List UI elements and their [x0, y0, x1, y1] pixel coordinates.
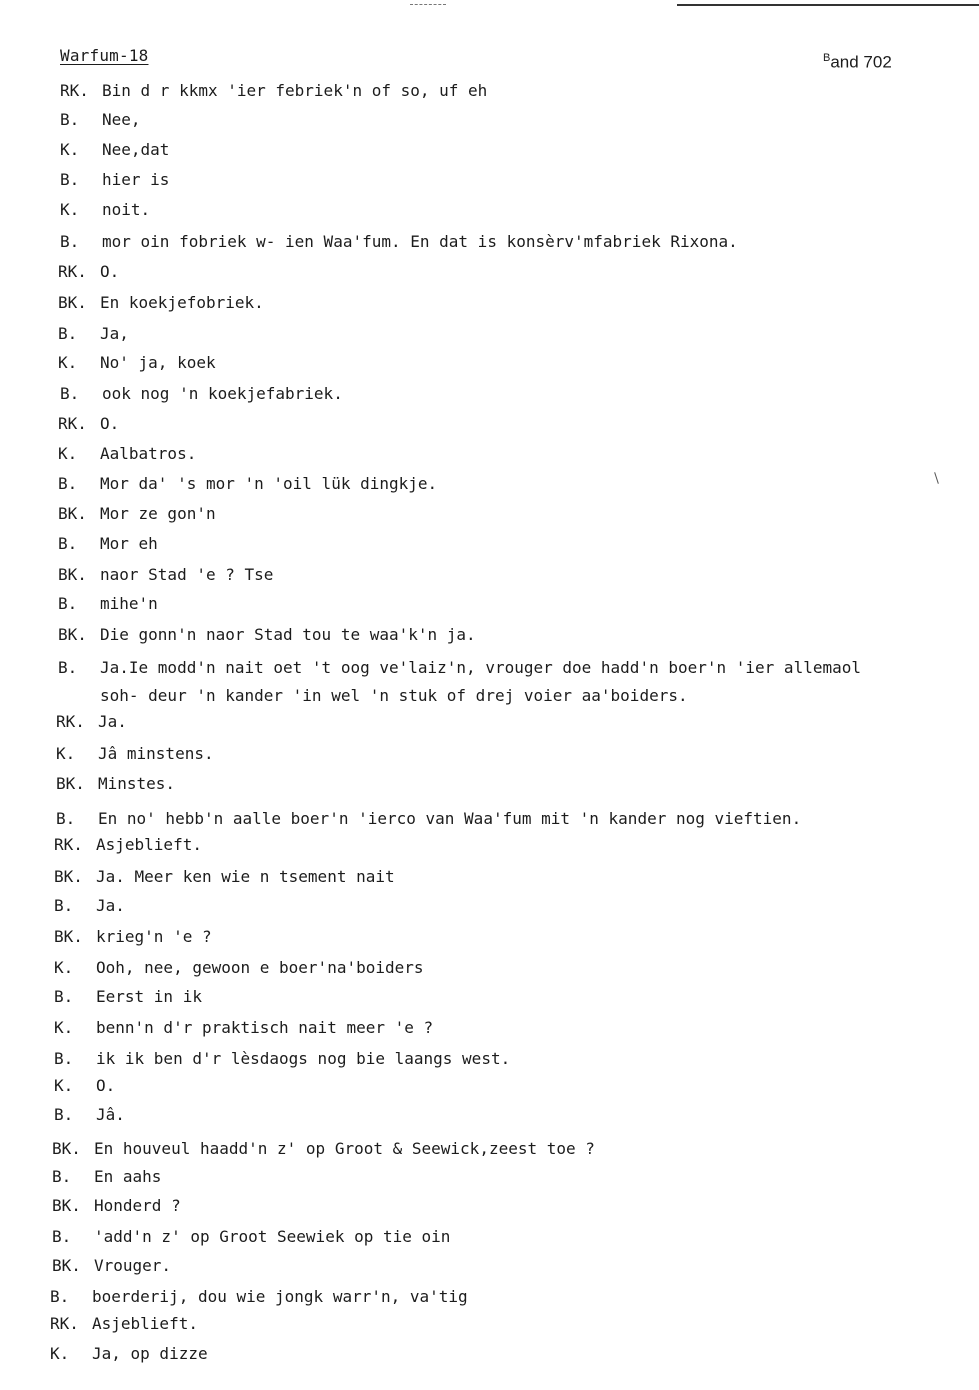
utterance-text: ik ik ben d'r lèsdaogs nog bie laangs west.: [96, 1049, 511, 1068]
transcript-turn: [58, 622, 476, 648]
transcript-turn: [58, 441, 196, 467]
transcript-turn: [60, 107, 141, 133]
utterance-text: Asjeblieft.: [92, 1314, 198, 1333]
speaker-label: BK.: [52, 1196, 81, 1215]
utterance-text: hier is: [102, 170, 170, 189]
utterance-text: Ja.Ie modd'n nait oet 't oog ve'laiz'n, vrouger doe hadd'n boer'n 'ier allemaol: [100, 658, 861, 677]
transcript-turn: [60, 381, 343, 407]
transcript-turn: [60, 137, 169, 163]
utterance-text: Ja.: [96, 896, 125, 915]
speaker-label: B.: [58, 324, 78, 343]
utterance-continuation: soh- deur 'n kander 'in wel 'n stuk of drej voier aa'boiders.: [100, 686, 688, 705]
transcript-turn: [52, 1193, 181, 1219]
transcript-turn: [54, 924, 212, 950]
speaker-label: B.: [56, 809, 76, 828]
speaker-label: B.: [60, 232, 80, 251]
speaker-label: K.: [54, 958, 74, 977]
transcript-turn: [50, 1311, 198, 1337]
transcript-turn: [50, 1284, 468, 1310]
speaker-label: BK.: [58, 565, 87, 584]
transcript-turn: [54, 1102, 125, 1128]
transcript-turn: [56, 741, 214, 767]
utterance-text: Jâ minstens.: [98, 744, 214, 763]
speaker-label: K.: [58, 444, 78, 463]
speaker-label: B.: [58, 594, 78, 613]
speaker-label: RK.: [58, 414, 87, 433]
transcript-turn: [58, 471, 437, 497]
transcript-turn: [58, 531, 158, 557]
speaker-label: B.: [54, 896, 74, 915]
transcript-turn: [58, 321, 129, 347]
speaker-label: RK.: [58, 262, 87, 281]
speaker-label: BK.: [54, 927, 83, 946]
utterance-text: noit.: [102, 200, 151, 219]
speaker-label: B.: [58, 534, 78, 553]
speaker-label: B.: [60, 170, 80, 189]
speaker-label: B.: [58, 474, 78, 493]
utterance-text: Die gonn'n naor Stad tou te waa'k'n ja.: [100, 625, 476, 644]
transcript-turn: [60, 167, 169, 193]
transcript-turn: [56, 806, 801, 832]
utterance-text: En houveul haadd'n z' op Groot & Seewick,zeest toe ?: [94, 1139, 595, 1158]
utterance-text: En koekjefobriek.: [100, 293, 264, 312]
transcript-turn: [50, 1341, 208, 1367]
utterance-text: No' ja, koek: [100, 353, 216, 372]
transcript-turn: [52, 1164, 161, 1190]
transcript-turn: [58, 501, 216, 527]
utterance-text: boerderij, dou wie jongk warr'n, va'tig: [92, 1287, 468, 1306]
utterance-text: Ja, op dizze: [92, 1344, 208, 1363]
transcript-turn: [54, 864, 395, 890]
utterance-text: Ooh, nee, gewoon e boer'na'boiders: [96, 958, 424, 977]
transcript-turn: [58, 591, 158, 617]
speaker-label: BK.: [58, 293, 87, 312]
speaker-label: B.: [54, 1105, 74, 1124]
speaker-label: BK.: [58, 504, 87, 523]
transcript-turn: [56, 771, 175, 797]
transcript-turn: [56, 709, 127, 735]
utterance-text: mor oin fobriek w- ien Waa'fum. En dat is konsèrv'mfabriek Rixona.: [102, 232, 738, 251]
speaker-label: BK.: [52, 1139, 81, 1158]
speaker-label: K.: [50, 1344, 70, 1363]
speaker-label: B.: [52, 1227, 72, 1246]
utterance-text: Ja,: [100, 324, 129, 343]
transcript-turn: [58, 411, 119, 437]
utterance-text: krieg'n 'e ?: [96, 927, 212, 946]
speaker-label: K.: [60, 140, 80, 159]
transcript-turn: [52, 1253, 171, 1279]
transcript-turn: [58, 655, 861, 681]
utterance-text: Nee,: [102, 110, 141, 129]
utterance-text: mihe'n: [100, 594, 158, 613]
speaker-label: RK.: [50, 1314, 79, 1333]
transcript-turn: [58, 350, 216, 376]
utterance-text: Aalbatros.: [100, 444, 197, 463]
utterance-text: Vrouger.: [94, 1256, 172, 1275]
transcript-turn: [54, 832, 202, 858]
speaker-label: B.: [60, 110, 80, 129]
transcript-turn: [54, 984, 202, 1010]
utterance-text: Mor ze gon'n: [100, 504, 216, 523]
utterance-text: En aahs: [94, 1167, 162, 1186]
speaker-label: B.: [54, 987, 74, 1006]
band-suffix: and 702: [830, 52, 892, 72]
utterance-text: Nee,dat: [102, 140, 170, 159]
speaker-label: B.: [60, 384, 80, 403]
transcript-turn: [60, 78, 487, 104]
utterance-text: O.: [100, 414, 120, 433]
speaker-label: BK.: [52, 1256, 81, 1275]
speaker-label: B.: [58, 658, 78, 677]
speaker-label: BK.: [54, 867, 83, 886]
speaker-label: B.: [52, 1167, 72, 1186]
transcript-turn: [58, 290, 264, 316]
utterance-text: ook nog 'n koekjefabriek.: [102, 384, 343, 403]
transcript-turn: [58, 562, 273, 588]
transcript-turn: [58, 259, 119, 285]
utterance-text: naor Stad 'e ? Tse: [100, 565, 274, 584]
speaker-label: B.: [54, 1049, 74, 1068]
utterance-text: Mor da' 's mor 'n 'oil lük dingkje.: [100, 474, 438, 493]
speaker-label: BK.: [56, 774, 85, 793]
utterance-text: Eerst in ik: [96, 987, 202, 1006]
utterance-text: Minstes.: [98, 774, 176, 793]
speaker-label: K.: [60, 200, 80, 219]
speaker-label: K.: [58, 353, 78, 372]
speaker-label: K.: [54, 1076, 74, 1095]
transcript-turn: [54, 1015, 433, 1041]
transcript-turn: [54, 1046, 510, 1072]
transcript-turn: [54, 893, 125, 919]
utterance-text: 'add'n z' op Groot Seewiek op tie oin: [94, 1227, 451, 1246]
page-id: Warfum-18: [60, 46, 149, 65]
speaker-label: K.: [56, 744, 76, 763]
speaker-label: RK.: [56, 712, 85, 731]
utterance-text: O.: [96, 1076, 116, 1095]
transcript-turn: [54, 1073, 115, 1099]
utterance-text: Honderd ?: [94, 1196, 181, 1215]
utterance-text: Bin d r kkmx 'ier febriek'n of so, uf eh: [102, 81, 488, 100]
utterance-text: Ja. Meer ken wie n tsement nait: [96, 867, 395, 886]
transcript-turn: [60, 197, 150, 223]
utterance-text: Mor eh: [100, 534, 158, 553]
utterance-text: En no' hebb'n aalle boer'n 'ierco van Waa'fum mit 'n kander nog vieftien.: [98, 809, 802, 828]
speaker-label: RK.: [60, 81, 89, 100]
speaker-label: B.: [50, 1287, 70, 1306]
band-prefix: B: [823, 52, 831, 64]
utterance-text: Jâ.: [96, 1105, 125, 1124]
transcript-turn: [52, 1224, 450, 1250]
speaker-label: RK.: [54, 835, 83, 854]
transcript-turn: [52, 1136, 595, 1162]
transcript-turn: [60, 229, 738, 255]
utterance-text: benn'n d'r praktisch nait meer 'e ?: [96, 1018, 434, 1037]
utterance-text: Ja.: [98, 712, 127, 731]
utterance-text: O.: [100, 262, 120, 281]
speaker-label: K.: [54, 1018, 74, 1037]
utterance-text: Asjeblieft.: [96, 835, 202, 854]
speaker-label: BK.: [58, 625, 87, 644]
transcript-turn: [54, 955, 424, 981]
